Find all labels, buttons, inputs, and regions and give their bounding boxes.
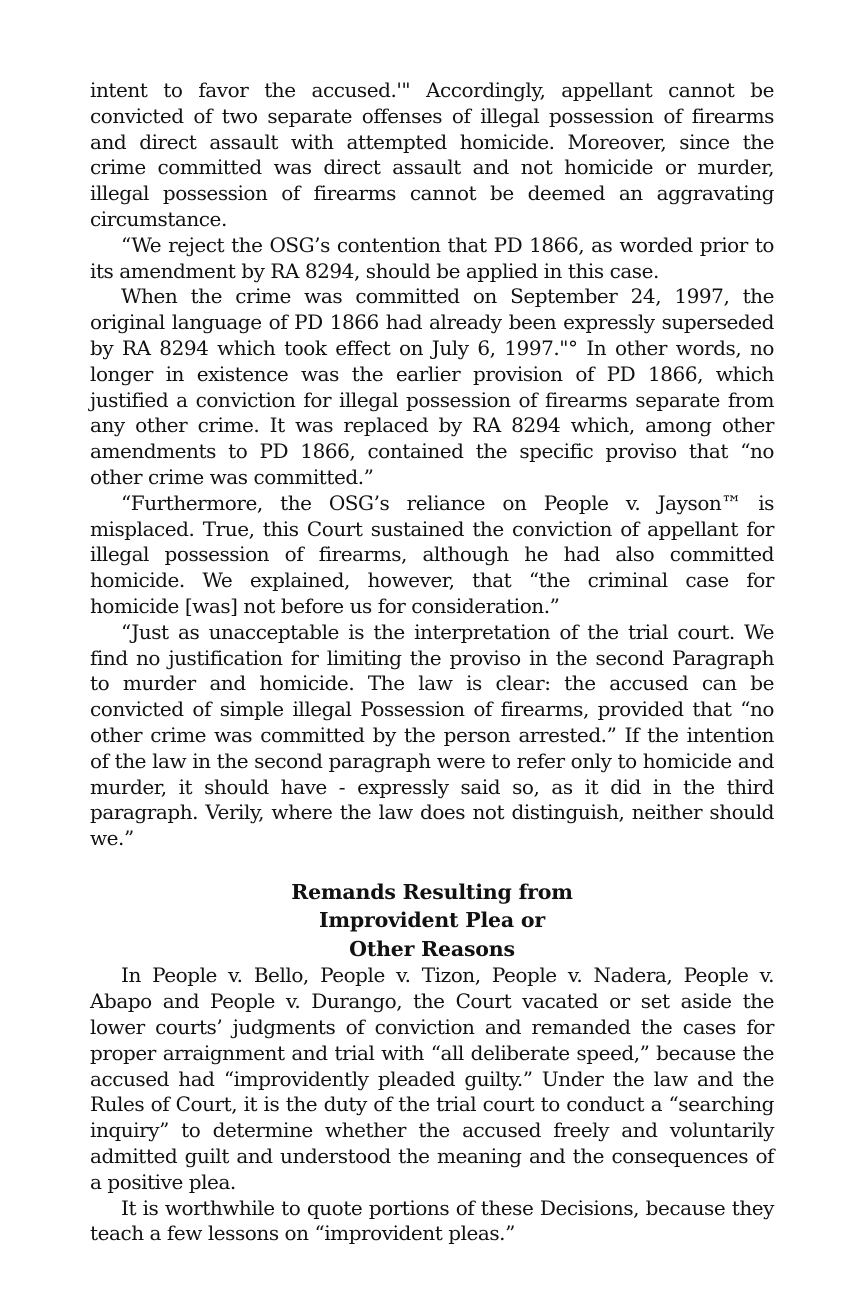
section-heading: [90, 878, 774, 964]
document-page: [90, 78, 774, 1247]
paragraph-osg-contention: “We reject the OSG’s contention that PD 1866, as worded prior to its amendment by RA 8294, should be applied in this case.: [90, 232, 774, 283]
paragraph-remand-cases: In People v. Bello, People v. Tizon, People v. Nadera, People v. Abapo and People v. Durango, the Court vacated or set aside the lower courts’ judgments of conviction and remanded the cases for proper arraignment and trial with “all deliberate speed,” because the accused had “improvidently pleaded guilty.” Under the law and the Rules of Court, it is the duty of the trial court to conduct a “searching inquiry” to determine whether the accused freely and voluntarily admitted guilt and understood the meaning and the consequences of a positive plea.: [90, 963, 774, 1194]
paragraph-crime-date: When the crime was committed on September 24, 1997, the original language of PD 1866 had already been expressly superseded by RA 8294 which took effect on July 6, 1997."° In other words, no longer in existence was the earlier provision of PD 1866, which justified a conviction for illegal possession of firearms separate from any other crime. It was replaced by RA 8294 which, among other amendments to PD 1866, contained the specific proviso that “no other crime was committed.”: [90, 284, 774, 489]
paragraph-quote-portions: It is worthwhile to quote portions of these Decisions, because they teach a few lessons on “improvident pleas.”: [90, 1195, 774, 1246]
paragraph-continuation: intent to favor the accused.'" Accordingly, appellant cannot be convicted of two separate offenses of illegal possession of firearms and direct assault with attempted homicide. Moreover, since the crime committed was direct assault and not homicide or murder, illegal possession of firearms cannot be deemed an aggravating circumstance.: [90, 78, 774, 231]
heading-line-3: Other Reasons: [349, 936, 515, 961]
heading-line-2: Improvident Plea or: [318, 908, 545, 933]
paragraph-trial-court-interpretation: “Just as unacceptable is the interpretation of the trial court. We find no justification for limiting the proviso in the second Paragraph to murder and homicide. The law is clear: the accused can be convicted of simple illegal Possession of firearms, provided that “no other crime was committed by the person arrested.” If the intention of the law in the second paragraph were to refer only to homicide and murder, it should have - expressly said so, as it did in the third paragraph. Verily, where the law does not distinguish, neither should we.”: [90, 619, 774, 851]
heading-line-1: Remands Resulting from: [291, 879, 573, 904]
paragraph-jayson-reliance: “Furthermore, the OSG’s reliance on People v. Jayson™ is misplaced. True, this Court sustained the conviction of appellant for illegal possession of firearms, although he had also committed homicide. We explained, however, that “the criminal case for homicide [was] not before us for consideration.”: [90, 490, 774, 618]
